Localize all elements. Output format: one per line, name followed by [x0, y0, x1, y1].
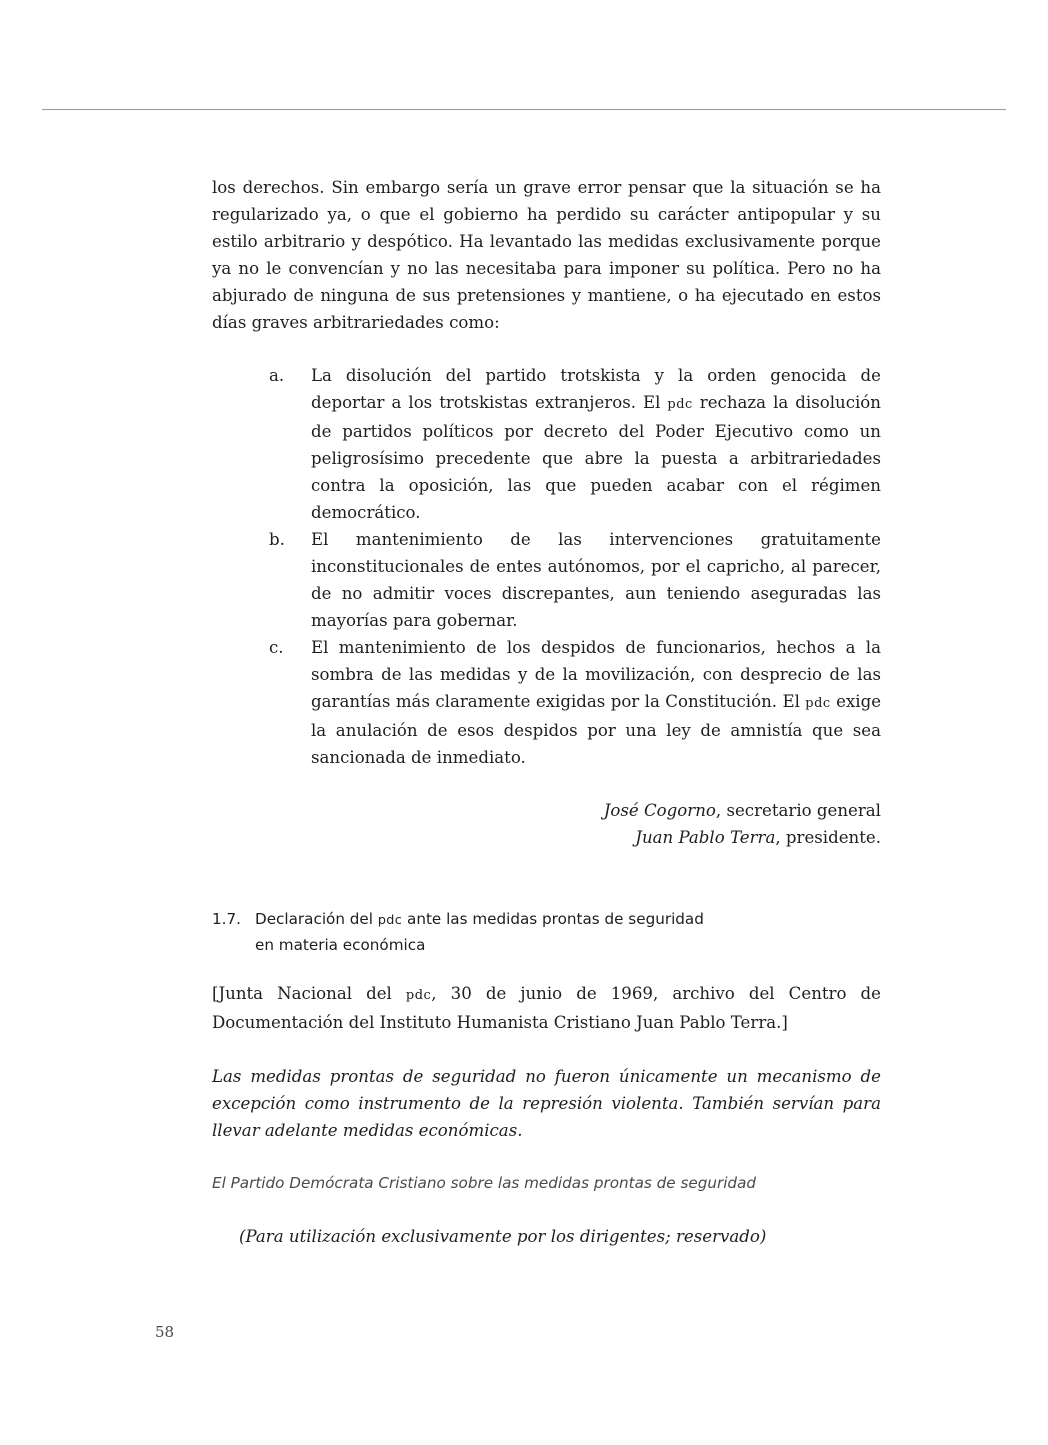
- list-item-a-abbr: pdc: [667, 397, 693, 412]
- signatory-role-2: , presidente.: [775, 828, 881, 847]
- list-item-a-text-1: La disolución del partido trotskista y la orden genocida de deportar a los trotskistas extranjeros. El: [311, 366, 881, 412]
- source-text-1: [Junta Nacional del: [212, 984, 406, 1003]
- list-marker-b: b.: [269, 530, 285, 549]
- header-rule: [42, 109, 1006, 110]
- source-note: [212, 980, 881, 1036]
- signature-line-2: [212, 824, 881, 851]
- section-heading: [212, 907, 881, 958]
- document-title: El Partido Demócrata Cristiano sobre las medidas prontas de seguridad: [212, 1174, 757, 1192]
- list-item-a: [212, 362, 881, 526]
- section-title-line-1: [255, 907, 881, 933]
- list-item-b-text: El mantenimiento de las intervenciones gratuitamente inconstitucionales de entes autónomos, por el capricho, al parecer, de no admitir voces discrepantes, aun teniendo aseguradas las mayorías para gobernar.: [311, 530, 881, 630]
- intro-paragraph: Las medidas prontas de seguridad no fueron únicamente un mecanismo de excepción como instrumento de la represión violenta. También servían para llevar adelante medidas económicas.: [212, 1067, 881, 1140]
- list-item-c-text-2: exige la anulación de esos despidos por una ley de amnistía que sea sancionada de inmediato.: [311, 692, 882, 767]
- list-item-c-text-1: El mantenimiento de los despidos de funcionarios, hechos a la sombra de las medidas y de la movilización, con desprecio de las garantías más claramente exigidas por la Constitución. El: [311, 638, 881, 711]
- list-marker-c: c.: [269, 638, 284, 657]
- signatory-name-2: Juan Pablo Terra: [635, 828, 776, 847]
- text-column: [212, 174, 881, 1250]
- source-text-2: , 30 de junio de 1969, archivo del Centro de Documentación del Instituto Humanista Cristiano Juan Pablo Terra.]: [212, 984, 881, 1032]
- list-item-a-text-2: rechaza la disolución de partidos políticos por decreto del Poder Ejecutivo como un peligrosísimo precedente que abre la puesta a arbitrariedades contra la oposición, las que pueden acabar con el régimen democrático.: [311, 393, 881, 522]
- list-item-c: [212, 634, 881, 771]
- section-title-abbr: pdc: [377, 913, 403, 928]
- list-item-b: [212, 526, 881, 634]
- section-number: 1.7.: [212, 910, 241, 928]
- section-title-part-1: Declaración del: [255, 910, 378, 928]
- signature-line-1: [212, 797, 881, 824]
- reserved-note: (Para utilización exclusivamente por los dirigentes; reservado): [239, 1227, 767, 1246]
- body-paragraph: los derechos. Sin embargo sería un grave error pensar que la situación se ha regularizado ya, o que el gobierno ha perdido su carácter antipopular y su estilo arbitrario y despótico. Ha levantado las medidas exclusivamente porque ya no le convencían y no las necesitaba para imponer su política. Pero no ha abjurado de ninguna de sus pretensiones y mantiene, o ha ejecutado en estos días graves arbitrariedades como:: [212, 178, 881, 332]
- grievance-list: [212, 362, 881, 771]
- page-number: 58: [155, 1323, 175, 1341]
- signature-block: [212, 797, 881, 851]
- section-title-part-2: ante las medidas prontas de seguridad: [402, 910, 704, 928]
- section-title-line-2: en materia económica: [255, 936, 426, 954]
- signatory-name-1: José Cogorno: [603, 801, 716, 820]
- signatory-role-1: , secretario general: [715, 801, 881, 820]
- list-item-c-abbr: pdc: [805, 696, 831, 711]
- list-marker-a: a.: [269, 366, 285, 385]
- source-abbr: pdc: [405, 988, 432, 1003]
